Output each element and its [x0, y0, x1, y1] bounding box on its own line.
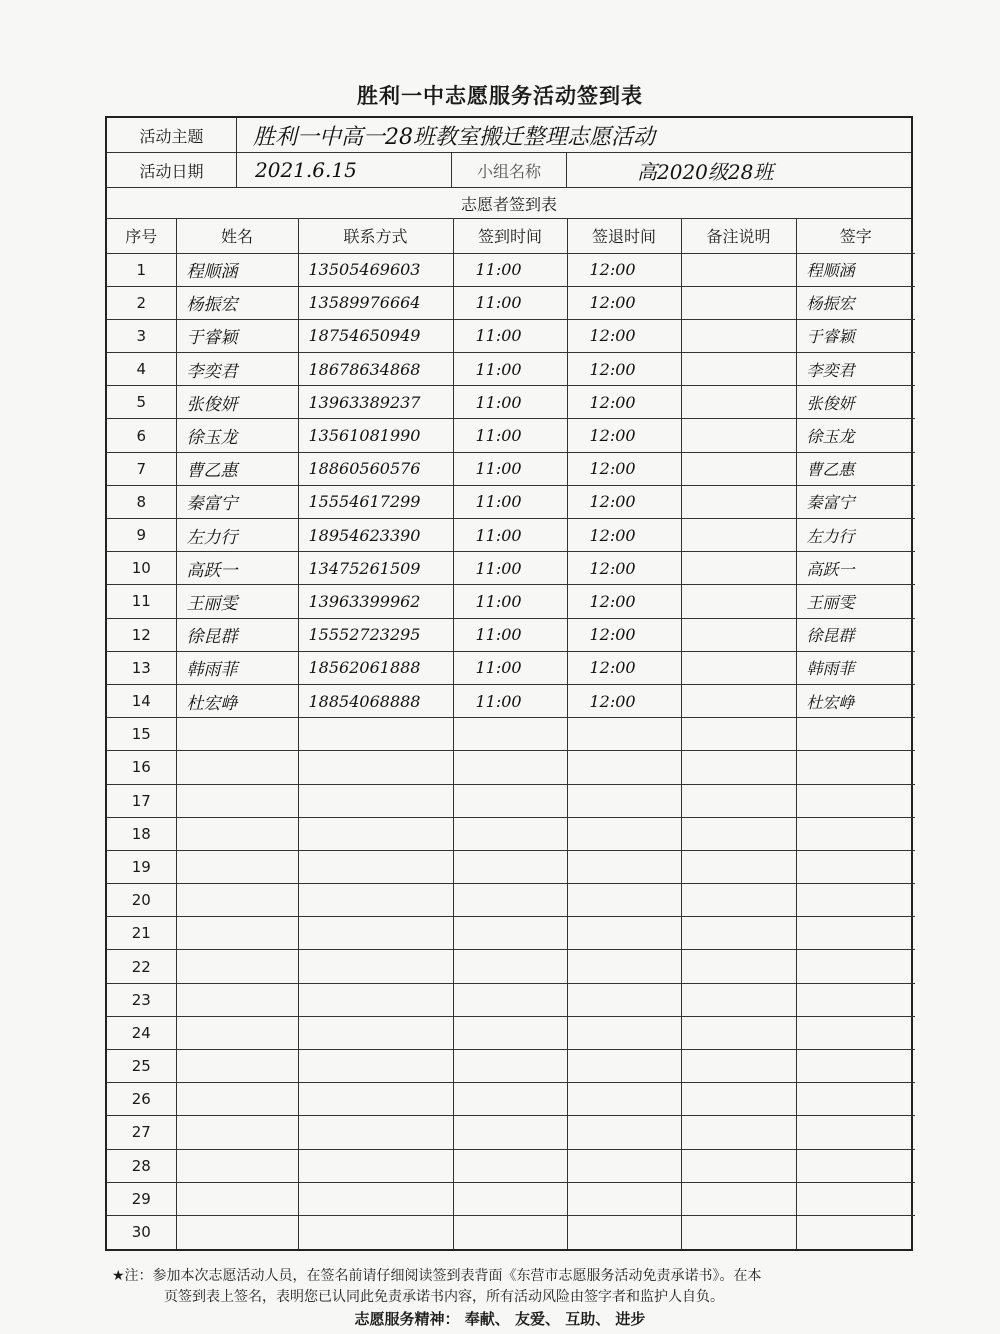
row-number: 28	[107, 1149, 176, 1182]
table-row	[107, 1050, 915, 1083]
volunteer-name: 杜宏峥	[176, 684, 298, 717]
sign-out-time	[567, 718, 681, 751]
signature: 张俊妍	[796, 386, 915, 419]
sign-out-time	[567, 1050, 681, 1083]
volunteer-name	[176, 1083, 298, 1116]
footnote	[112, 1266, 912, 1308]
signature: 杜宏峥	[796, 684, 915, 717]
remark	[681, 718, 796, 751]
contact-phone: 18678634868	[298, 353, 453, 386]
row-number: 23	[107, 983, 176, 1016]
remark	[681, 751, 796, 784]
remark	[681, 1116, 796, 1149]
sign-in-time	[453, 718, 567, 751]
sign-out-time: 12:00	[567, 286, 681, 319]
contact-phone	[298, 917, 453, 950]
contact-phone	[298, 850, 453, 883]
contact-phone	[298, 718, 453, 751]
contact-phone	[298, 950, 453, 983]
table-row	[107, 817, 915, 850]
remark	[681, 651, 796, 684]
sign-out-time: 12:00	[567, 353, 681, 386]
volunteer-name: 左力行	[176, 519, 298, 552]
contact-phone: 13963399962	[298, 585, 453, 618]
sign-out-time: 12:00	[567, 419, 681, 452]
sign-out-time	[567, 1215, 681, 1248]
row-number: 3	[107, 319, 176, 352]
sign-in-time: 11:00	[453, 386, 567, 419]
table-row	[107, 485, 915, 518]
date-label: 活动日期	[107, 153, 237, 187]
table-row	[107, 751, 915, 784]
contact-phone: 15552723295	[298, 618, 453, 651]
volunteer-name	[176, 1215, 298, 1248]
volunteer-name	[176, 1149, 298, 1182]
table-row	[107, 1182, 915, 1215]
row-number: 26	[107, 1083, 176, 1116]
sign-out-time: 12:00	[567, 253, 681, 286]
remark	[681, 1182, 796, 1215]
volunteer-name	[176, 1016, 298, 1049]
sign-in-time: 11:00	[453, 485, 567, 518]
signature: 李奕君	[796, 353, 915, 386]
signature: 徐玉龙	[796, 419, 915, 452]
contact-phone	[298, 1083, 453, 1116]
volunteer-spirit: 志愿服务精神： 奉献、 友爱、 互助、 进步	[354, 1310, 646, 1328]
theme-value: 胜利一中高一28班教室搬迁整理志愿活动	[253, 124, 655, 150]
contact-phone: 18954623390	[298, 519, 453, 552]
table-row	[107, 651, 915, 684]
contact-phone	[298, 983, 453, 1016]
volunteer-name	[176, 784, 298, 817]
table-row	[107, 452, 915, 485]
activity-theme-row	[107, 118, 911, 153]
sign-out-time	[567, 1182, 681, 1215]
sign-in-time: 11:00	[453, 552, 567, 585]
remark	[681, 452, 796, 485]
volunteer-name	[176, 817, 298, 850]
row-number: 14	[107, 684, 176, 717]
column-header: 联系方式	[298, 219, 453, 253]
table-row	[107, 286, 915, 319]
signature: 于睿颖	[796, 319, 915, 352]
table-header-row	[107, 219, 915, 253]
sign-in-time	[453, 751, 567, 784]
sign-in-time: 11:00	[453, 253, 567, 286]
sign-in-time: 11:00	[453, 419, 567, 452]
volunteer-name	[176, 1116, 298, 1149]
row-number: 1	[107, 253, 176, 286]
table-row	[107, 1116, 915, 1149]
signature	[796, 917, 915, 950]
signature	[796, 983, 915, 1016]
column-header: 备注说明	[681, 219, 796, 253]
footnote-line: ★注：参加本次志愿活动人员，在签名前请仔细阅读签到表背面《东营市志愿服务活动免责承诺书》。在本	[112, 1268, 762, 1284]
page-title: 胜利一中志愿服务活动签到表	[357, 84, 643, 108]
sign-in-time	[453, 817, 567, 850]
sign-in-time	[453, 1016, 567, 1049]
volunteer-name	[176, 718, 298, 751]
table-row	[107, 419, 915, 452]
contact-phone	[298, 1215, 453, 1248]
remark	[681, 817, 796, 850]
sign-out-time: 12:00	[567, 386, 681, 419]
table-row	[107, 552, 915, 585]
volunteer-name	[176, 850, 298, 883]
volunteer-name	[176, 1182, 298, 1215]
signature: 徐昆群	[796, 618, 915, 651]
remark	[681, 552, 796, 585]
sign-out-time: 12:00	[567, 684, 681, 717]
row-number: 13	[107, 651, 176, 684]
row-number: 2	[107, 286, 176, 319]
contact-phone	[298, 817, 453, 850]
signature	[796, 1116, 915, 1149]
remark	[681, 585, 796, 618]
volunteer-name: 张俊妍	[176, 386, 298, 419]
sign-out-time	[567, 1116, 681, 1149]
remark	[681, 950, 796, 983]
table-row	[107, 784, 915, 817]
row-number: 22	[107, 950, 176, 983]
volunteer-name: 李奕君	[176, 353, 298, 386]
signature	[796, 950, 915, 983]
volunteer-name	[176, 884, 298, 917]
remark	[681, 1083, 796, 1116]
contact-phone	[298, 1016, 453, 1049]
row-number: 11	[107, 585, 176, 618]
sign-out-time: 12:00	[567, 485, 681, 518]
signature	[796, 1182, 915, 1215]
row-number: 19	[107, 850, 176, 883]
remark	[681, 319, 796, 352]
sign-in-time: 11:00	[453, 319, 567, 352]
table-row	[107, 253, 915, 286]
remark	[681, 618, 796, 651]
contact-phone: 13561081990	[298, 419, 453, 452]
sign-in-time	[453, 983, 567, 1016]
column-header: 签字	[796, 219, 915, 253]
sign-in-time	[453, 1050, 567, 1083]
signature	[796, 884, 915, 917]
row-number: 12	[107, 618, 176, 651]
remark	[681, 253, 796, 286]
column-header: 姓名	[176, 219, 298, 253]
signature: 王丽雯	[796, 585, 915, 618]
sign-in-time: 11:00	[453, 286, 567, 319]
sign-out-time	[567, 1016, 681, 1049]
table-row	[107, 519, 915, 552]
sign-in-time: 11:00	[453, 519, 567, 552]
sign-in-time	[453, 884, 567, 917]
row-number: 10	[107, 552, 176, 585]
row-number: 21	[107, 917, 176, 950]
remark	[681, 1215, 796, 1248]
contact-phone	[298, 751, 453, 784]
sign-in-time	[453, 1116, 567, 1149]
table-row	[107, 1083, 915, 1116]
sign-in-time: 11:00	[453, 651, 567, 684]
column-header: 序号	[107, 219, 176, 253]
remark	[681, 519, 796, 552]
table-row	[107, 983, 915, 1016]
signature	[796, 1215, 915, 1248]
remark	[681, 1149, 796, 1182]
row-number: 30	[107, 1215, 176, 1248]
contact-phone: 13505469603	[298, 253, 453, 286]
sign-out-time: 12:00	[567, 552, 681, 585]
signature	[796, 850, 915, 883]
sign-in-sheet	[105, 116, 913, 1251]
row-number: 9	[107, 519, 176, 552]
table-row	[107, 850, 915, 883]
volunteer-name: 韩雨菲	[176, 651, 298, 684]
signature	[796, 751, 915, 784]
group-value: 高2020级28班	[637, 159, 774, 184]
sign-in-time	[453, 950, 567, 983]
date-value: 2021.6.15	[237, 153, 452, 187]
remark	[681, 353, 796, 386]
sign-in-time	[453, 850, 567, 883]
contact-phone: 13475261509	[298, 552, 453, 585]
sign-out-time: 12:00	[567, 585, 681, 618]
contact-phone: 13963389237	[298, 386, 453, 419]
remark	[681, 386, 796, 419]
sign-in-time	[453, 1083, 567, 1116]
remark	[681, 485, 796, 518]
contact-phone	[298, 884, 453, 917]
signature	[796, 817, 915, 850]
volunteer-name	[176, 751, 298, 784]
row-number: 17	[107, 784, 176, 817]
theme-label: 活动主题	[107, 118, 237, 152]
remark	[681, 884, 796, 917]
sign-out-time	[567, 917, 681, 950]
contact-phone	[298, 1149, 453, 1182]
volunteer-name	[176, 950, 298, 983]
table-row	[107, 353, 915, 386]
table-row	[107, 618, 915, 651]
sign-in-time	[453, 1215, 567, 1248]
remark	[681, 917, 796, 950]
volunteer-name	[176, 983, 298, 1016]
signature	[796, 784, 915, 817]
activity-date-row	[107, 153, 911, 188]
remark	[681, 419, 796, 452]
row-number: 25	[107, 1050, 176, 1083]
sign-in-time: 11:00	[453, 684, 567, 717]
contact-phone	[298, 784, 453, 817]
contact-phone: 18854068888	[298, 684, 453, 717]
contact-phone: 18562061888	[298, 651, 453, 684]
sign-in-time: 11:00	[453, 353, 567, 386]
remark	[681, 1050, 796, 1083]
volunteer-name: 王丽雯	[176, 585, 298, 618]
column-header: 签到时间	[453, 219, 567, 253]
section-title: 志愿者签到表	[107, 188, 911, 219]
row-number: 16	[107, 751, 176, 784]
sign-in-time	[453, 1182, 567, 1215]
table-row	[107, 1149, 915, 1182]
sign-out-time: 12:00	[567, 519, 681, 552]
volunteer-name: 高跃一	[176, 552, 298, 585]
table-row	[107, 950, 915, 983]
sign-out-time: 12:00	[567, 452, 681, 485]
contact-phone: 18754650949	[298, 319, 453, 352]
group-label: 小组名称	[452, 153, 567, 187]
signature	[796, 1149, 915, 1182]
volunteer-name: 徐昆群	[176, 618, 298, 651]
volunteer-name: 徐玉龙	[176, 419, 298, 452]
remark	[681, 784, 796, 817]
row-number: 5	[107, 386, 176, 419]
contact-phone	[298, 1050, 453, 1083]
table-row	[107, 386, 915, 419]
table-row	[107, 1215, 915, 1248]
sign-in-time: 11:00	[453, 452, 567, 485]
sign-out-time	[567, 751, 681, 784]
table-row	[107, 884, 915, 917]
remark	[681, 983, 796, 1016]
volunteer-name: 于睿颖	[176, 319, 298, 352]
signature: 高跃一	[796, 552, 915, 585]
contact-phone: 18860560576	[298, 452, 453, 485]
row-number: 27	[107, 1116, 176, 1149]
sign-out-time	[567, 1083, 681, 1116]
row-number: 7	[107, 452, 176, 485]
table-row	[107, 917, 915, 950]
signature: 杨振宏	[796, 286, 915, 319]
sign-out-time: 12:00	[567, 618, 681, 651]
contact-phone: 15554617299	[298, 485, 453, 518]
sign-in-time	[453, 917, 567, 950]
signature: 曹乙惠	[796, 452, 915, 485]
row-number: 18	[107, 817, 176, 850]
row-number: 24	[107, 1016, 176, 1049]
signature	[796, 1083, 915, 1116]
sign-out-time	[567, 1149, 681, 1182]
row-number: 6	[107, 419, 176, 452]
volunteer-table	[107, 219, 915, 1249]
remark	[681, 684, 796, 717]
table-row	[107, 718, 915, 751]
signature	[796, 1050, 915, 1083]
sign-out-time	[567, 817, 681, 850]
volunteer-name: 程顺涵	[176, 253, 298, 286]
contact-phone	[298, 1116, 453, 1149]
sign-out-time	[567, 884, 681, 917]
volunteer-name: 秦富宁	[176, 485, 298, 518]
remark	[681, 286, 796, 319]
sign-out-time	[567, 950, 681, 983]
volunteer-name	[176, 1050, 298, 1083]
signature	[796, 718, 915, 751]
volunteer-name: 杨振宏	[176, 286, 298, 319]
signature: 秦富宁	[796, 485, 915, 518]
sign-out-time	[567, 850, 681, 883]
sign-out-time	[567, 983, 681, 1016]
row-number: 15	[107, 718, 176, 751]
column-header: 签退时间	[567, 219, 681, 253]
sign-out-time: 12:00	[567, 651, 681, 684]
sign-in-time	[453, 784, 567, 817]
contact-phone	[298, 1182, 453, 1215]
signature	[796, 1016, 915, 1049]
signature: 左力行	[796, 519, 915, 552]
table-row	[107, 585, 915, 618]
remark	[681, 850, 796, 883]
row-number: 8	[107, 485, 176, 518]
row-number: 4	[107, 353, 176, 386]
table-row	[107, 319, 915, 352]
remark	[681, 1016, 796, 1049]
row-number: 20	[107, 884, 176, 917]
signature: 程顺涵	[796, 253, 915, 286]
sign-out-time	[567, 784, 681, 817]
volunteer-name: 曹乙惠	[176, 452, 298, 485]
sign-in-time: 11:00	[453, 585, 567, 618]
volunteer-name	[176, 917, 298, 950]
table-row	[107, 1016, 915, 1049]
footnote-line: 页签到表上签名，表明您已认同此免责承诺书内容，所有活动风险由签字者和监护人自负。	[164, 1289, 724, 1305]
sign-in-time: 11:00	[453, 618, 567, 651]
row-number: 29	[107, 1182, 176, 1215]
sign-out-time: 12:00	[567, 319, 681, 352]
sign-in-time	[453, 1149, 567, 1182]
table-row	[107, 684, 915, 717]
signature: 韩雨菲	[796, 651, 915, 684]
contact-phone: 13589976664	[298, 286, 453, 319]
